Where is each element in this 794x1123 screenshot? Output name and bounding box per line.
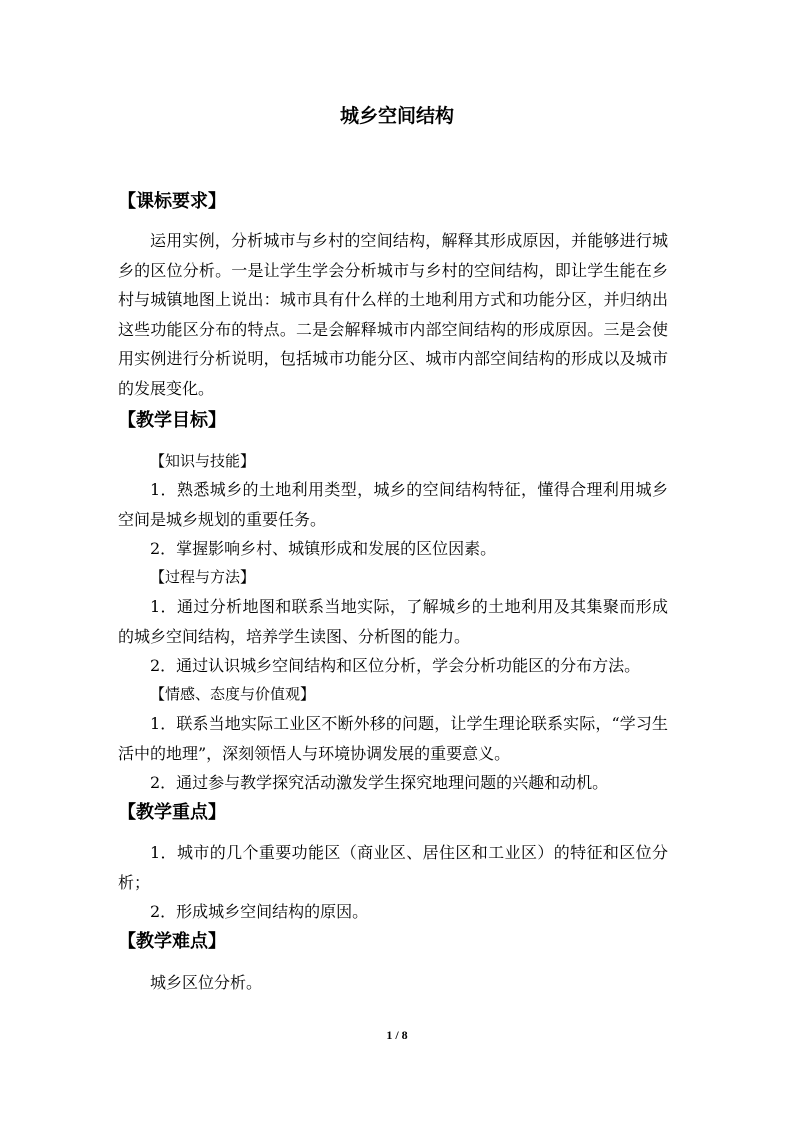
knowledge-item-2: 2．掌握影响乡村、城镇形成和发展的区位因素。 — [150, 539, 497, 558]
attitude-item-2: 2．通过参与教学探究活动激发学生探究地理问题的兴趣和动机。 — [150, 773, 609, 792]
key-point-item-1: 1．城市的几个重要功能区（商业区、居住区和工业区）的特征和区位分析； — [118, 843, 668, 892]
heading-key-points: 【教学重点】 — [118, 802, 226, 823]
page-number: 1 / 8 — [386, 1028, 408, 1042]
attitude-item-1: 1．联系当地实际工业区不断外移的问题，让学生理论联系实际，“学习生活中的地理”，深刻领悟人与环境协调发展的重要意义。 — [118, 714, 668, 763]
subheading-knowledge: 【知识与技能】 — [150, 452, 256, 470]
subheading-attitude: 【情感、态度与价值观】 — [150, 685, 316, 703]
curriculum-paragraph: 运用实例，分析城市与乡村的空间结构，解释其形成原因，并能够进行城乡的区位分析。一是让学生学会分析城市与乡村的空间结构，即让学生能在乡村与城镇地图上说出：城市具有什么样的土地利用方式和功能分区，并归纳出这些功能区分布的特点。二是会解释城市内部空间结构的形成原因。三是会使用实例进行分析说明，包括城市功能分区、城市内部空间结构的形成以及城市的发展变化。 — [118, 231, 668, 398]
heading-difficulties: 【教学难点】 — [118, 931, 226, 952]
key-point-item-2: 2．形成城乡空间结构的原因。 — [150, 902, 369, 921]
subheading-process: 【过程与方法】 — [150, 568, 256, 586]
heading-goals: 【教学目标】 — [118, 410, 226, 431]
page-title: 城乡空间结构 — [339, 105, 454, 127]
difficulties-paragraph: 城乡区位分析。 — [150, 973, 263, 992]
process-item-2: 2．通过认识城乡空间结构和区位分析，学会分析功能区的分布方法。 — [150, 656, 641, 675]
heading-curriculum: 【课标要求】 — [118, 191, 226, 212]
process-item-1: 1．通过分析地图和联系当地实际，了解城乡的土地利用及其集聚而形成的城乡空间结构，培养学生读图、分析图的能力。 — [118, 597, 668, 646]
knowledge-item-1: 1．熟悉城乡的土地利用类型，城乡的空间结构特征，懂得合理利用城乡空间是城乡规划的重要任务。 — [118, 480, 668, 529]
